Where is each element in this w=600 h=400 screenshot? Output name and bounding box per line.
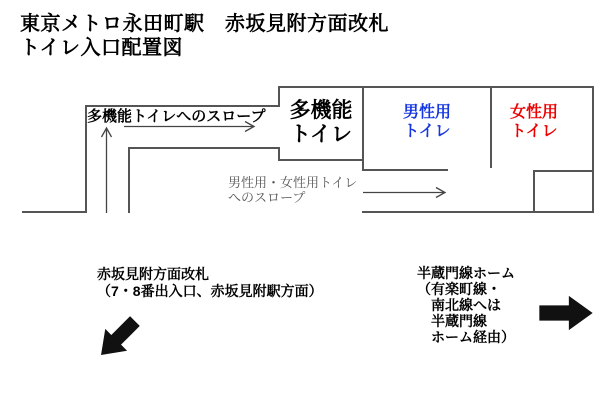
womens-toilet-label-line-1: 女性用 [509,104,558,121]
page-title-line-1: 東京メトロ永田町駅 赤坂見附方面改札 [20,13,389,35]
platform-label-line-2: （有楽町線・ [417,281,501,297]
wall-mens-bottom [362,169,448,171]
mens-toilet-label-line-1: 男性用 [402,104,451,121]
wall-main-top [278,86,594,88]
wall-inner-vertical [128,147,130,213]
multi-toilet-label-line-2: トイレ [290,123,352,146]
multi-toilet-ramp-label: 多機能トイレへのスロープ [87,108,266,125]
mw-ramp-arrow-icon [363,188,445,198]
mens-womens-ramp-label-line-1: 男性用・女性用トイレ [228,175,358,190]
gate-label-line-2: （7・8番出入口、赤坂見附駅方面） [97,283,323,299]
gate-destination-label [97,266,323,300]
mens-toilet-label-line-2: トイレ [403,123,451,140]
page-title [20,12,389,60]
wall-multi-room-bottom [278,159,364,161]
page-title-line-2: トイレ入口配置図 [20,37,183,59]
platform-label-line-4: 半蔵門線 [431,313,487,329]
womens-toilet-room-label [469,103,599,141]
multi-toilet-label-line-1: 多機能 [289,99,353,122]
wall-bottom-right [362,211,594,213]
east-arrow-icon [538,293,594,333]
mens-womens-ramp-label-line-2: へのスロープ [228,190,306,205]
platform-label-line-3: 南北線へは [431,297,501,313]
wall-inner-horizontal [128,147,280,149]
platform-destination-label [417,265,515,345]
gate-label-line-1: 赤坂見附方面改札 [97,266,209,282]
platform-label-line-1: 半蔵門線ホーム [417,265,515,281]
southwest-arrow-icon [88,308,147,367]
multi-toilet-room-label [278,99,364,147]
wall-bottom-left [22,211,87,213]
platform-label-line-5: ホーム経由） [431,329,515,345]
wall-small-box-top [533,170,594,172]
wall-small-box-left [533,170,535,213]
mens-womens-ramp-label [228,175,357,205]
up-ramp-arrow-icon [102,128,112,213]
womens-toilet-label-line-2: トイレ [510,123,558,140]
